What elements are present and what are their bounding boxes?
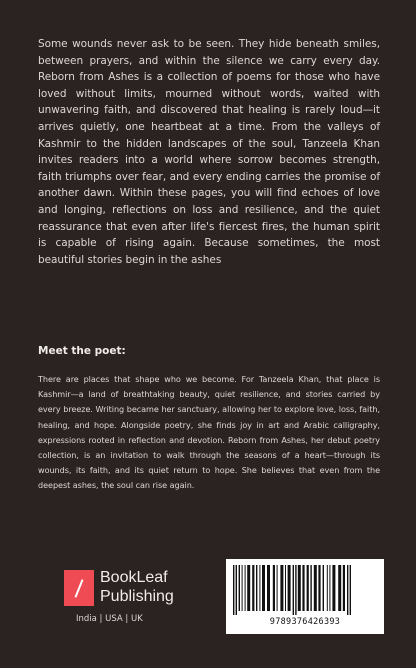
isbn-barcode <box>226 559 384 634</box>
meet-the-poet-heading: Meet the poet: <box>38 345 126 357</box>
publisher-sub: Publishing <box>100 588 174 605</box>
publisher-name: BookLeaf <box>100 569 168 586</box>
publisher-logo <box>62 570 192 640</box>
author-bio: There are places that shape who we become. For Tanzeela Khan, that place is Kashmir—a land of breathtaking beauty, quiet resilience, and stories carried by every breeze. Writing became her sanctuary, allowing her to explore love, loss, faith, healing, and hope. Alongside poetry, she finds joy in art and Arabic calligraphy, expressions rooted in reflection and devotion. Reborn from Ashes, her debut poetry collection, is an invitation to walk through the seasons of a heart—through its wounds, its faith, and its quiet return to hope. She believes that even from the deepest ashes, the soul can rise again. <box>38 374 380 491</box>
publisher-regions: India | USA | UK <box>76 614 143 624</box>
back-cover-blurb: Some wounds never ask to be seen. They hide beneath smiles, between prayers, and within the silence we carry every day. Reborn from Ashes is a collection of poems for those who have loved without limits, mourned without words, waited with unwavering faith, and discovered that healing is rarely loud—it arrives quietly, one heartbeat at a time. From the valleys of Kashmir to the hidden landscapes of the soul, Tanzeela Khan invites readers into a world where sorrow becomes strength, faith triumphs over fear, and every ending carries the promise of another dawn. Within these pages, you will find echoes of love and longing, reflections on loss and resilience, and the quiet reassurance that even after life's fiercest fires, the human spirit is capable of rising again. Because sometimes, the most beautiful stories begin in the ashes <box>38 38 380 266</box>
barcode-bars <box>232 565 378 615</box>
isbn-number: 9789376426393 <box>269 617 341 627</box>
bookleaf-slash-icon <box>64 570 94 606</box>
